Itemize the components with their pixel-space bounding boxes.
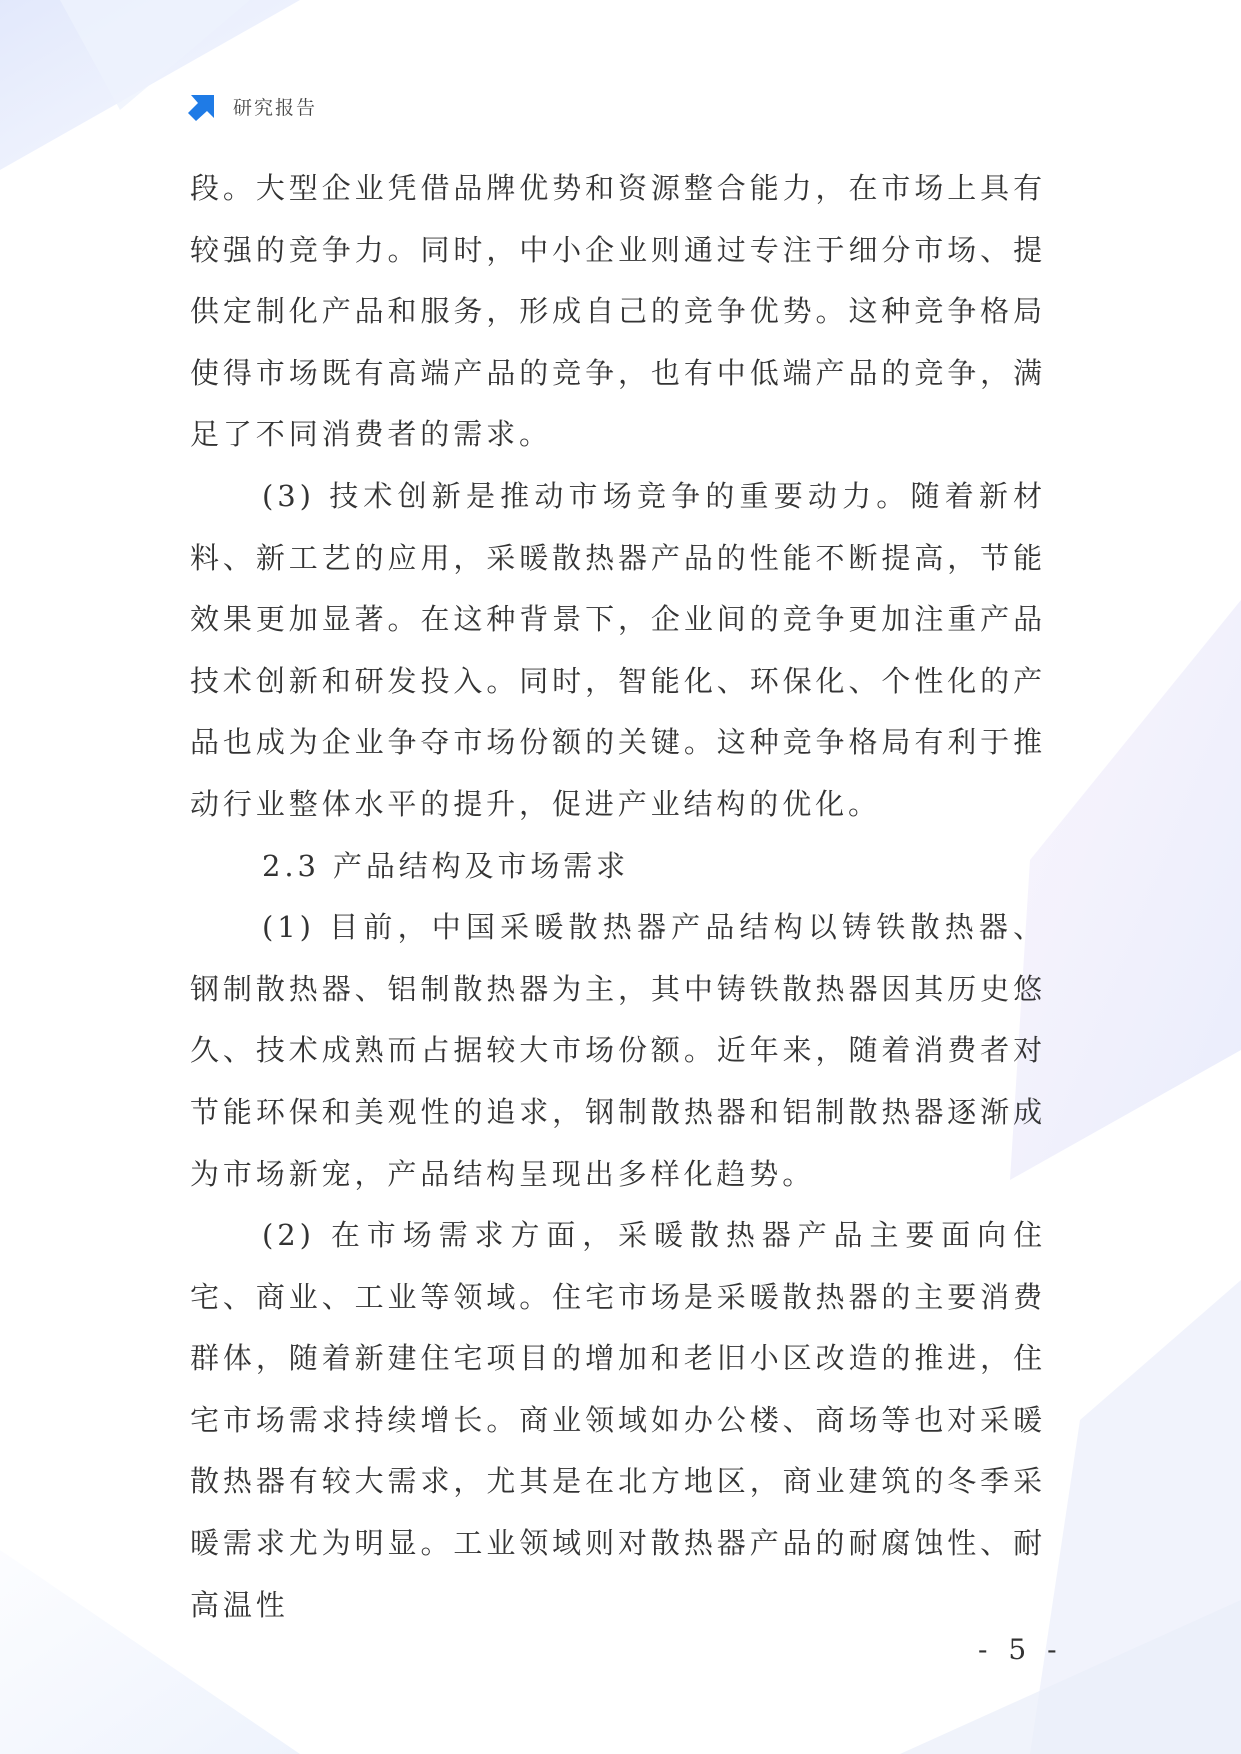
arrow-up-right-icon xyxy=(187,90,219,122)
section-heading: 2.3 产品结构及市场需求 xyxy=(262,848,630,883)
paragraph-4: (2) 在市场需求方面，采暖散热器产品主要面向住宅、商业、工业等领域。住宅市场是采暖散热器的主要消费群体，随着新建住宅项目的增加和老旧小区改造的推进，住宅市场需求持续增长。商业领域如办公楼、商场等也对采暖散热器有较大需求，尤其是在北方地区，商业建筑的冬季采暖需求尤为明显。工业领域则对散热器产品的耐腐蚀性、耐高温性 xyxy=(190,1218,1046,1622)
document-body xyxy=(190,158,1046,1636)
page-number: - 5 - xyxy=(978,1633,1063,1666)
header-title: 研究报告 xyxy=(233,96,318,119)
paragraph-1: 段。大型企业凭借品牌优势和资源整合能力，在市场上具有较强的竞争力。同时，中小企业则通过专注于细分市场、提供定制化产品和服务，形成自己的竞争优势。这种竞争格局使得市场既有高端产品的竞争，也有中低端产品的竞争，满足了不同消费者的需求。 xyxy=(190,171,1046,452)
paragraph-3: (1) 目前，中国采暖散热器产品结构以铸铁散热器、钢制散热器、铝制散热器为主，其中铸铁散热器因其历史悠久、技术成熟而占据较大市场份额。近年来，随着消费者对节能环保和美观性的追求，钢制散热器和铝制散热器逐渐成为市场新宠，产品结构呈现出多样化趋势。 xyxy=(190,910,1046,1191)
report-header xyxy=(187,90,317,122)
paragraph-2: (3) 技术创新是推动市场竞争的重要动力。随着新材料、新工艺的应用，采暖散热器产品的性能不断提高，节能效果更加显著。在这种背景下，企业间的竞争更加注重产品技术创新和研发投入。同时，智能化、环保化、个性化的产品也成为企业争夺市场份额的关键。这种竞争格局有利于推动行业整体水平的提升，促进产业结构的优化。 xyxy=(190,478,1046,821)
